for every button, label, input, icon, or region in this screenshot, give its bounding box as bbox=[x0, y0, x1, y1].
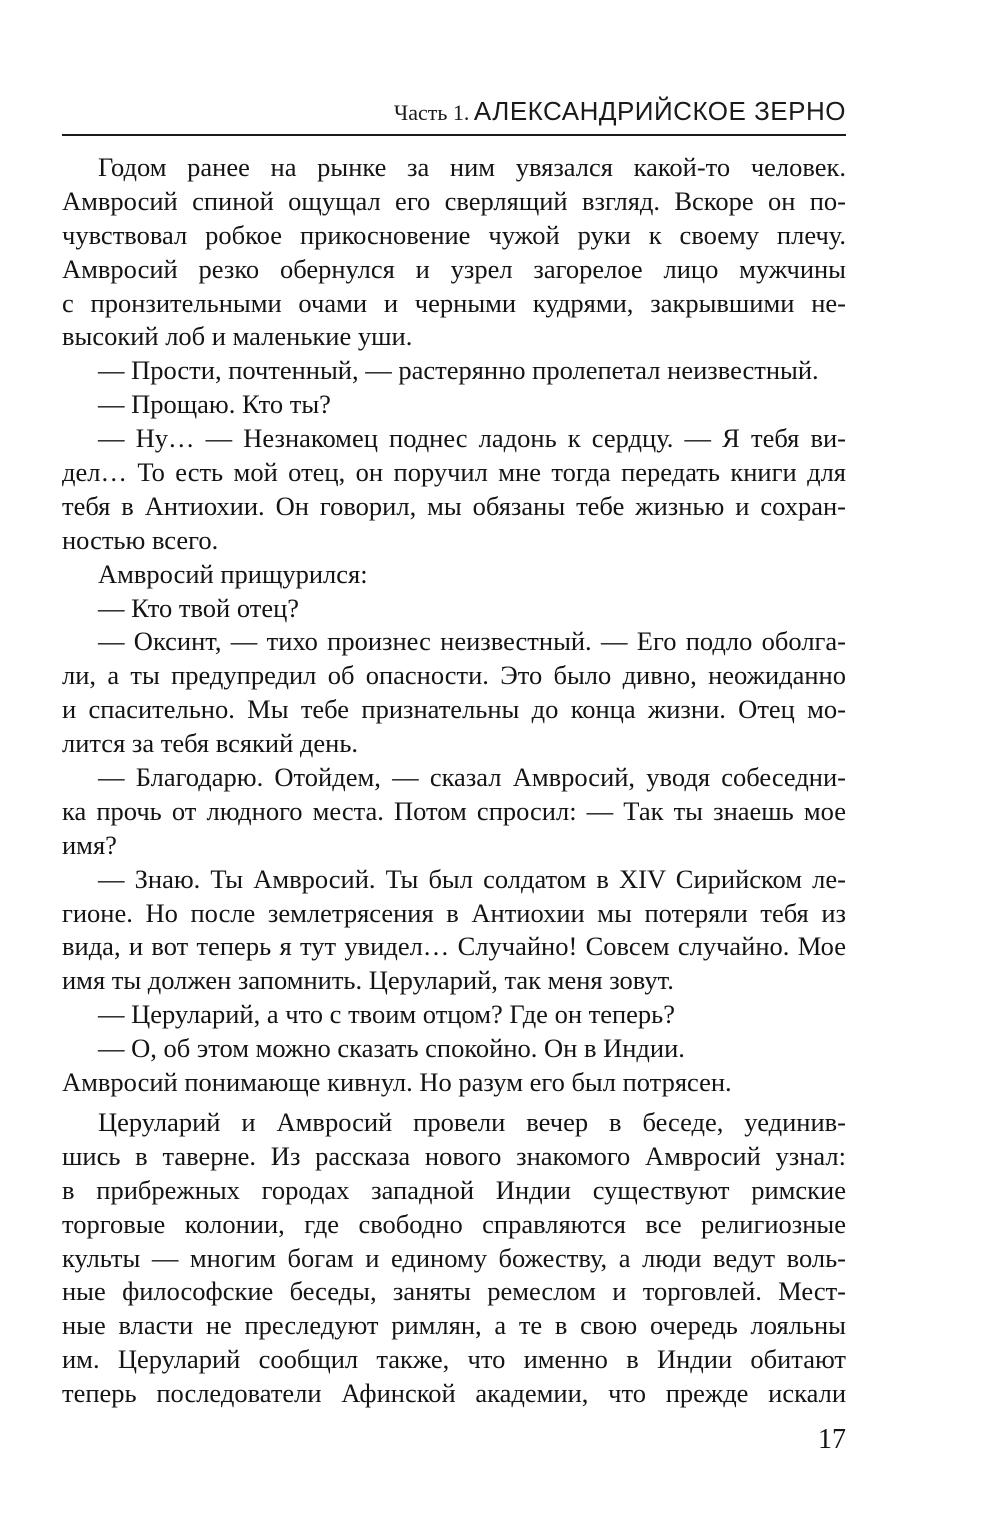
text-line: ные власти не преследуют римлян, а те в свою очередь лояльны bbox=[62, 1310, 846, 1341]
text-line: — Прости, почтенный, — растерянно пролепетал неизвестный. bbox=[98, 355, 819, 386]
text-line: им. Церуларий сообщил также, что именно в Индии обитают bbox=[62, 1344, 846, 1375]
part-title: АЛЕКСАНДРИЙСКОЕ ЗЕРНО bbox=[473, 96, 846, 126]
text-line: с пронзительными очами и черными кудрями, закрывшими не- bbox=[62, 287, 846, 318]
text-line: — Благодарю. Отойдем, — сказал Амвросий, уводя собеседни- bbox=[98, 762, 846, 793]
text-line: культы — многим богам и единому божеству, а люди ведут воль- bbox=[62, 1242, 846, 1273]
text-line: теперь последователи Афинской академии, что прежде искали bbox=[62, 1378, 846, 1409]
text-line: имя? bbox=[62, 829, 117, 860]
text-line: — Прощаю. Кто ты? bbox=[98, 389, 331, 420]
text-line: вида, и вот теперь я тут увидел… Случайно! Совсем случайно. Мое bbox=[62, 931, 846, 962]
text-line: чувствовал робкое прикосновение чужой руки к своему плечу. bbox=[62, 219, 846, 250]
text-line: Церуларий и Амвросий провели вечер в беседе, уединив- bbox=[98, 1106, 846, 1137]
page-number: 17 bbox=[818, 1424, 846, 1455]
text-line: ка прочь от людного места. Потом спросил: — Так ты знаешь мое bbox=[62, 795, 846, 826]
header-rule bbox=[62, 134, 846, 136]
text-line: — О, об этом можно сказать спокойно. Он в Индии. bbox=[98, 1033, 685, 1064]
text-line: и спасительно. Мы тебе признательны до конца жизни. Отец мо- bbox=[62, 694, 846, 725]
text-line: — Церуларий, а что с твоим отцом? Где он теперь? bbox=[98, 999, 676, 1030]
text-line: ностью всего. bbox=[62, 524, 219, 555]
text-line: торговые колонии, где свободно справляются все религиозные bbox=[62, 1208, 846, 1239]
text-line: в прибрежных городах западной Индии существуют римские bbox=[62, 1174, 846, 1205]
text-line: Амвросий понимающе кивнул. Но разум его был потрясен. bbox=[62, 1067, 732, 1098]
text-line: шись в таверне. Из рассказа нового знакомого Амвросий узнал: bbox=[62, 1140, 846, 1171]
text-line: ные философские беседы, заняты ремеслом и торговлей. Мест- bbox=[62, 1276, 846, 1307]
text-line: высокий лоб и маленькие уши. bbox=[62, 321, 413, 352]
text-line: Годом ранее на рынке за ним увязался какой-то человек. bbox=[98, 152, 846, 182]
text-line: — Оксинт, — тихо произнес неизвестный. — Его подло оболга- bbox=[98, 626, 846, 657]
text-line: — Знаю. Ты Амвросий. Ты был солдатом в XIV Сирийском ле- bbox=[98, 863, 846, 894]
text-line: Амвросий резко обернулся и узрел загорелое лицо мужчины bbox=[62, 253, 846, 284]
text-line: тебя в Антиохии. Он говорил, мы обязаны тебе жизнью и сохран- bbox=[62, 490, 846, 521]
text-line: ли, а ты предупредил об опасности. Это было дивно, неожиданно bbox=[62, 660, 846, 691]
text-line: гионе. Но после землетрясения в Антиохии мы потеряли тебя из bbox=[62, 897, 846, 928]
part-label: Часть 1. bbox=[393, 100, 470, 125]
text-line: — Кто твой отец? bbox=[98, 592, 300, 623]
text-line: — Ну… — Незнакомец поднес ладонь к сердцу. — Я тебя ви- bbox=[98, 423, 846, 454]
text-line: имя ты должен запомнить. Церуларий, так меня зовут. bbox=[62, 965, 674, 996]
text-line: дел… То есть мой отец, он поручил мне тогда передать книги для bbox=[62, 457, 846, 488]
body-text bbox=[62, 151, 846, 1411]
running-header bbox=[62, 96, 846, 127]
text-line: Амвросий спиной ощущал его сверлящий взгляд. Вскоре он по- bbox=[62, 185, 846, 216]
text-line: лится за тебя всякий день. bbox=[62, 728, 359, 759]
text-line: Амвросий прищурился: bbox=[98, 558, 368, 589]
